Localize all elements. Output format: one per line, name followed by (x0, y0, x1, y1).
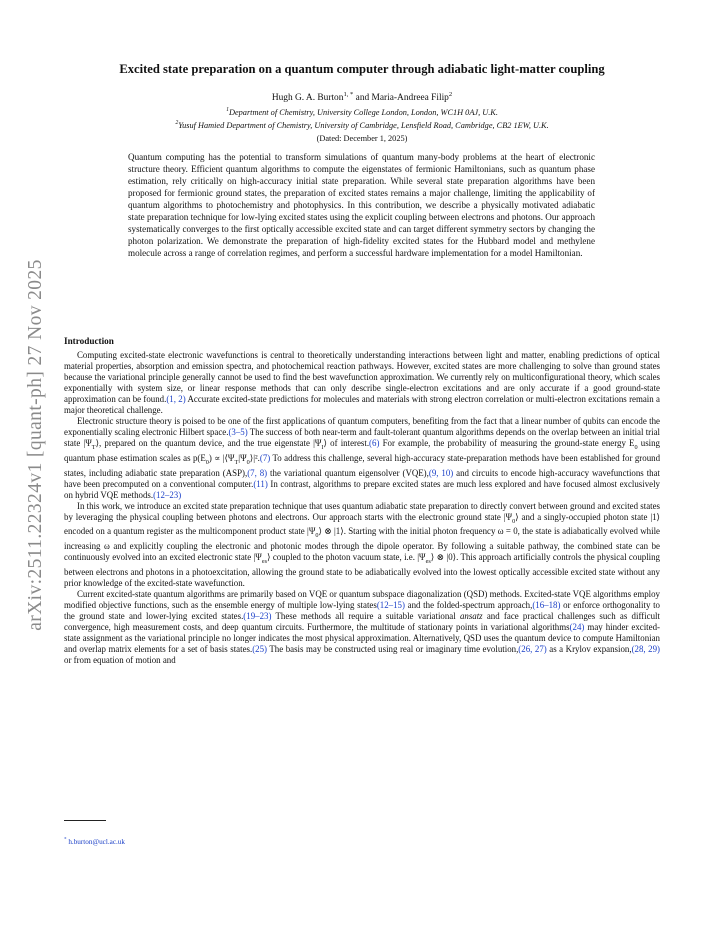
text-run: Accurate excited-state predictions for molecules and materials with strong electron correlation or multi-electron excitations remain a major theoretical challenge. (64, 394, 660, 415)
text-run: |Ψ (238, 452, 247, 463)
arxiv-identifier-stamp (14, 0, 58, 932)
text-run: ⟩ of interest. (323, 438, 370, 448)
footnote-divider (64, 820, 106, 821)
citation-link[interactable]: (24) (569, 621, 585, 632)
citation-link[interactable]: (1, 2) (166, 394, 186, 404)
body-paragraph (64, 501, 660, 589)
text-run: 0 (246, 458, 250, 466)
citation-link[interactable]: (9, 10) (428, 467, 454, 478)
text-run: Computing excited-state electronic wavefunctions is central to theoretically understanding interactions between light and matter, enabling predictions of optical material properties, absorption and emission spectra, and photochemical reaction pathways. However, excited states are more challenging to solve than ground states because the variational principle generally cannot be used to find the best wavefunction approximation. We currently rely on multiconfigurational theory, which scales exponentially with system size, or linear response methods that can only describe single-electron excitations and are only accurate if a good ground-state approximation can be found. (64, 350, 660, 404)
corresponding-author-footnote (64, 838, 125, 846)
text-run: or from equation of motion and (64, 654, 176, 665)
text-run: 0 (512, 517, 516, 525)
citation-link[interactable]: (7, 8) (247, 467, 268, 478)
citation-link[interactable]: (12–23) (153, 489, 182, 500)
text-run: es (425, 557, 431, 565)
text-run: These methods all require a suitable variational (271, 610, 460, 621)
citation-link[interactable]: (7) (259, 452, 271, 463)
text-run: 0 (205, 458, 209, 466)
footnote-mark: * (64, 837, 67, 843)
text-run: or enforce orthogonality to the ground state and lower-lying excited states. (64, 599, 660, 621)
text-run: ⟩ ⊗ |1⟩. Starting with the initial photon frequency ω = 0, the state is adiabatically evolved while increasing ω and explicitly coupling the electronic and photonic modes through the dipole operator. By following a suitable pathway, the combined state can be continuously evolved into an excited electronic state |Ψ (64, 526, 660, 563)
text-run: I (321, 443, 324, 451)
text-run: the variational quantum eigensolver (VQE), (267, 467, 429, 478)
citation-link[interactable]: (28, 29) (631, 643, 660, 654)
dated-line: (Dated: December 1, 2025) (316, 134, 408, 143)
email-link[interactable]: h.burton@ucl.ac.uk (68, 838, 126, 846)
author-name: Hugh G. A. Burton (271, 93, 344, 103)
text-run: as a Krylov expansion, (546, 643, 632, 654)
abstract: Quantum computing has the potential to transform simulations of quantum many-body problems at the heart of electronic structure theory. Efficient quantum algorithms to compute the eigenstates of fermionic Hamiltonians, such as quantum phase estimation, rely critically on high-accuracy initial state preparation. While several state preparation algorithms have been proposed for fermionic ground states, the preparation of excited states remains a major challenge, limiting the applicability of quantum algorithms to photochemistry and photophysics. In this contribution, we describe a physically motivated adiabatic state preparation technique for low-lying excited states using the explicit coupling between electrons and photons. Our approach systematically converges to the first optically accessible excited state and can target different symmetry sectors by changing the photon polarization. We demonstrate the preparation of high-fidelity excited states for the Hubbard model and methylene molecule across a range of correlation regimes, and perform a successful hardware implementation for a model Hamiltonian. (128, 152, 595, 258)
citation-link[interactable]: (6) (369, 438, 380, 448)
introduction-body (64, 350, 660, 666)
text-run: Electronic structure theory is poised to be one of the first applications of quantum computers, benefiting from the fact that a linear number of qubits can encode the exponentially scaling electronic Hilbert space. (64, 416, 660, 437)
citation-link[interactable]: (25) (252, 643, 267, 654)
text-run: ⟩ and a singly-occupied photon state |1⟩ encoded on a quantum register as the multicomponent product state |Ψ (64, 511, 660, 537)
citation-link[interactable]: (26, 27) (518, 643, 547, 654)
text-run: In this work, we introduce an excited state preparation technique that uses quantum adiabatic state preparation to directly convert between ground and excited states by leveraging the physical coupling between photons and electrons. Our approach starts with the electronic ground state |Ψ (64, 500, 660, 522)
text-run: 0 (315, 532, 319, 540)
text-run: and circuits to encode high-accuracy wavefunctions that have been precomputed on a conventional computer. (64, 467, 660, 489)
text-run: T (91, 443, 96, 451)
author-mark: 1, * (343, 90, 354, 98)
text-run: ⟩, prepared on the quantum device, and the true eigenstate |Ψ (95, 438, 322, 448)
paper-title: Excited state preparation on a quantum computer through adiabatic light-matter coupling (119, 62, 605, 76)
text-run: For example, the probability of measuring the ground-state energy E (379, 438, 635, 448)
citation-link[interactable]: (19–23) (243, 610, 272, 621)
body-paragraph (64, 589, 660, 666)
citation-link[interactable]: (11) (253, 478, 268, 489)
text-run: In contrast, algorithms to prepare excited states are much less explored and have focused almost exclusively on hybrid VQE methods. (64, 478, 660, 500)
citation-link[interactable]: (3–5) (228, 427, 248, 437)
text-run: ⟩ coupled to the photon vacuum state, i.e. |Ψ (267, 552, 426, 563)
author-conjunction: and (353, 93, 372, 103)
text-run: ) ∝ |⟨Ψ (208, 452, 235, 463)
section-heading-introduction: Introduction (64, 336, 114, 346)
body-paragraph (64, 350, 660, 416)
text-run: 0 (634, 443, 638, 451)
text-run: Current excited-state quantum algorithms are primarily based on VQE or quantum subspace diagonalization (QSD) methods. Excited-state VQE algorithms employ modified objective functions, such as the ensemble energy of multiple low-lying states (64, 588, 660, 610)
text-run: and face practical challenges such as difficult convergence, high measurement costs, and deep quantum circuits. Furthermore, the multitude of stationary points in variational algorithms (64, 610, 660, 632)
citation-link[interactable]: (12–15) (376, 599, 405, 610)
text-run: T (234, 458, 239, 466)
text-run: The success of both near-term and fault-tolerant quantum algorithms depends on the overlap between an initial trial state |Ψ (64, 427, 660, 448)
text-run: ansatz (459, 610, 483, 621)
text-run: To address this challenge, several high-accuracy state-preparation methods have been established for ground states, including adiabatic state preparation (ASP), (64, 452, 661, 478)
affiliation-2: $^2$Yusuf Hamied Department of Chemistry, University of Cambridge, Lensfield Road, Cambridge, CB2 1EW, U.K. (175, 120, 549, 130)
text-run: using quantum phase estimation scales as p(E (64, 438, 660, 463)
text-run: The basis may be constructed using real or imaginary time evolution, (267, 643, 519, 654)
body-paragraph (64, 416, 660, 501)
text-run: ⟩ ⊗ |0⟩. This approach artificially controls the physical coupling between electrons and photons in a photoexcitation, allowing the ground state to be adiabatically evolved into the lowest optically accessible excited state without any prior knowledge of the excited-state wavefunction. (64, 552, 660, 588)
author-mark: 2 (448, 90, 453, 98)
text-run: es (261, 557, 268, 565)
affiliation-1: $^1$Department of Chemistry, University College London, London, WC1H 0AJ, U.K. (226, 107, 498, 117)
citation-link[interactable]: (16–18) (532, 599, 561, 610)
author-line (64, 90, 660, 103)
text-run: and the folded-spectrum approach, (404, 599, 533, 610)
text-run: may hinder excited-state assignment as the variational principle no longer indicates the most physical approximation. Alternatively, QSD uses the quantum device to compute Hamiltonian and overlap matrix elements for a set of basis states. (64, 621, 660, 654)
text-run: ⟩|². (249, 452, 260, 463)
arxiv-id-text: arXiv:2511.22324v1 [quant-ph] 27 Nov 2025 (25, 259, 46, 631)
author-name: Maria-Andreea Filip (371, 93, 449, 103)
